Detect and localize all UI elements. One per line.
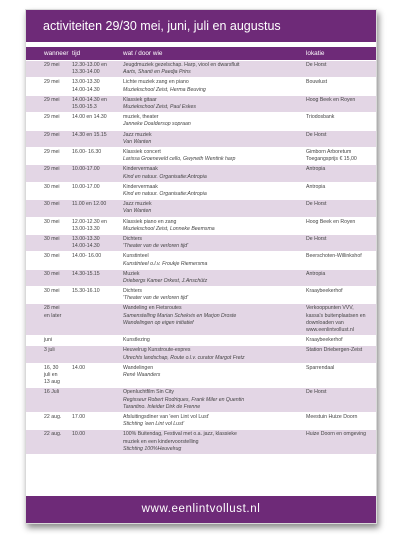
location-cell-line: Station Driebergen-Zeist bbox=[306, 347, 363, 354]
activity-cell bbox=[123, 219, 301, 233]
location-cell bbox=[306, 62, 374, 69]
location-cell bbox=[306, 271, 374, 278]
time-cell bbox=[72, 288, 120, 295]
time-cell bbox=[72, 97, 120, 111]
activity-cell bbox=[123, 236, 301, 250]
activity-cell bbox=[123, 288, 301, 302]
date-cell-line: 30 mei bbox=[44, 201, 60, 208]
date-cell bbox=[44, 184, 70, 191]
header-time: tijd bbox=[72, 50, 81, 57]
table-row bbox=[26, 345, 376, 362]
time-cell-line: 14.30 en 15.15 bbox=[72, 131, 107, 138]
table-row bbox=[26, 95, 376, 112]
location-cell-line: Toegangsprijs € 15,00 bbox=[306, 156, 357, 163]
date-cell bbox=[44, 149, 70, 156]
location-cell bbox=[306, 219, 374, 226]
time-cell bbox=[72, 253, 120, 260]
table-row bbox=[26, 286, 376, 303]
time-cell bbox=[72, 201, 120, 208]
activity-cell-line: Jazz muziek bbox=[123, 201, 152, 208]
location-cell bbox=[306, 389, 374, 396]
date-cell bbox=[44, 132, 70, 139]
table-row bbox=[26, 130, 376, 147]
activity-cell-line: Kind en natuur. Organisatie:Antropia bbox=[123, 173, 207, 180]
location-cell-line: De Horst bbox=[306, 62, 327, 68]
location-cell bbox=[306, 79, 374, 86]
activity-cell-line: Klassiek concert bbox=[123, 148, 161, 155]
time-cell bbox=[72, 365, 120, 372]
location-cell bbox=[306, 97, 374, 104]
date-cell-line: 30 mei bbox=[44, 253, 60, 260]
location-cell bbox=[306, 347, 374, 354]
date-cell-line: 30 mei bbox=[44, 183, 60, 190]
time-cell bbox=[72, 79, 120, 93]
activity-cell bbox=[123, 166, 301, 180]
header-what: wat / door wie bbox=[123, 50, 163, 57]
time-cell-line: 14.00 bbox=[72, 364, 85, 371]
date-cell-line: 28 mei bbox=[44, 305, 60, 312]
time-cell bbox=[72, 414, 120, 421]
location-cell-line: Meestuin Huize Doorn bbox=[306, 414, 358, 421]
date-cell-line: 29 mei bbox=[44, 62, 60, 68]
location-cell-line: Kraaybeekerhof bbox=[306, 337, 343, 344]
activity-cell bbox=[123, 271, 301, 285]
time-cell-line: 13.00-13.30 bbox=[72, 225, 100, 232]
header-location: lokatie bbox=[306, 50, 325, 57]
activity-cell bbox=[123, 365, 301, 379]
location-cell-line: Kraaybeekerhof bbox=[306, 288, 343, 295]
time-cell-line: 10.00-17.00 bbox=[72, 183, 100, 190]
activity-cell-line: Kind en natuur. Organisatie:Antropia bbox=[123, 190, 207, 197]
time-cell-line: 13.00-13.30 bbox=[72, 235, 100, 242]
time-cell bbox=[72, 184, 120, 191]
activity-cell-line: Wandelingen bbox=[123, 364, 154, 371]
time-cell-line: 11.00 en 12.00 bbox=[72, 201, 107, 208]
activity-cell-line: René Waanders bbox=[123, 372, 161, 379]
activity-cell-line: muziek en een kindervoorstelling bbox=[123, 438, 199, 445]
location-cell-line: Triodosbank bbox=[306, 114, 335, 121]
location-cell-line: Antropia bbox=[306, 183, 326, 190]
time-cell bbox=[72, 114, 120, 121]
time-cell-line: 14.00-14.30 bbox=[72, 86, 100, 93]
date-cell bbox=[44, 253, 70, 260]
date-cell-line: 30 mei bbox=[44, 235, 60, 242]
activity-cell-line: Van Wanten bbox=[123, 138, 152, 145]
table-row bbox=[26, 147, 376, 164]
time-cell-line: 13.30-14.00 bbox=[72, 69, 100, 76]
activity-cell-line: Muziek bbox=[123, 270, 140, 277]
location-cell bbox=[306, 414, 374, 421]
date-cell-line: 29 mei bbox=[44, 114, 60, 121]
activity-cell-line: Kunstinteel bbox=[123, 253, 149, 260]
table-row bbox=[26, 429, 376, 454]
page-title: activiteiten 29/30 mei, juni, juli en augustus bbox=[26, 10, 376, 42]
date-cell-line: 30 mei bbox=[44, 270, 60, 277]
location-cell-line: Gimborn Arboretum bbox=[306, 148, 352, 155]
time-cell-line: 17.00 bbox=[72, 414, 85, 421]
location-cell-line: De Horst bbox=[306, 389, 327, 396]
date-cell bbox=[44, 431, 70, 438]
activity-cell-line: Van Wanten bbox=[123, 208, 152, 215]
time-cell bbox=[72, 271, 120, 278]
activity-table bbox=[26, 60, 376, 454]
time-cell-line: 12.30-13.00 en bbox=[72, 62, 107, 68]
activity-cell bbox=[123, 62, 301, 76]
activity-cell-line: Aarts, Shanti en Paedja Prins bbox=[123, 69, 191, 76]
location-cell-line: Hoog Beek en Royen bbox=[306, 218, 356, 225]
location-cell bbox=[306, 253, 374, 260]
location-cell bbox=[306, 337, 374, 344]
header-when: wanneer bbox=[44, 50, 69, 57]
time-cell bbox=[72, 132, 120, 139]
activity-cell-line: Lichte muziek zang en piano bbox=[123, 79, 189, 86]
date-cell-line: 29 mei bbox=[44, 79, 60, 86]
date-cell-line: 16, 30 bbox=[44, 364, 59, 371]
activity-cell bbox=[123, 347, 301, 361]
location-cell bbox=[306, 431, 374, 438]
date-cell-line: 29 mei bbox=[44, 96, 60, 103]
activity-cell-line: Klassiek piano en zang bbox=[123, 218, 177, 225]
location-cell bbox=[306, 166, 374, 173]
time-cell bbox=[72, 149, 120, 156]
table-row bbox=[26, 335, 376, 345]
table-row bbox=[26, 251, 376, 268]
activity-cell bbox=[123, 253, 301, 267]
activity-cell-line: Muziekschool Zeist, Herma Beuving bbox=[123, 86, 206, 93]
activity-cell-line: Larissa Groeneveld cello, Gwyneth Wentink harp bbox=[123, 156, 236, 163]
activity-cell bbox=[123, 414, 301, 428]
activity-cell bbox=[123, 305, 301, 327]
table-row bbox=[26, 77, 376, 94]
table-row bbox=[26, 164, 376, 181]
activity-cell-line: Utrechts landschap, Route o.l.v. curator Margot Fretz bbox=[123, 354, 245, 361]
date-cell-line: 29 mei bbox=[44, 131, 60, 138]
date-cell bbox=[44, 166, 70, 173]
table-row bbox=[26, 363, 376, 388]
table-row bbox=[26, 303, 376, 335]
date-cell bbox=[44, 219, 70, 226]
table-row bbox=[26, 182, 376, 199]
table-row bbox=[26, 234, 376, 251]
time-cell bbox=[72, 62, 120, 76]
date-cell bbox=[44, 79, 70, 86]
table-row bbox=[26, 269, 376, 286]
date-cell-line: 30 mei bbox=[44, 218, 60, 225]
website-footer[interactable]: www.eenlintvollust.nl bbox=[26, 496, 376, 523]
location-cell bbox=[306, 365, 374, 372]
activity-cell bbox=[123, 79, 301, 93]
time-cell bbox=[72, 219, 120, 233]
activity-cell-line: Klassiek gitaar bbox=[123, 96, 157, 103]
table-row bbox=[26, 412, 376, 429]
date-cell-line: 22 aug. bbox=[44, 431, 62, 438]
activity-cell-line: Regisseur Robert Rodriques, Frank Miler en Quentin bbox=[123, 396, 245, 403]
location-cell-line: Huize Doorn en omgeving bbox=[306, 431, 366, 438]
table-row bbox=[26, 112, 376, 129]
date-cell bbox=[44, 271, 70, 278]
date-cell-line: 13 aug bbox=[44, 379, 60, 386]
table-row bbox=[26, 217, 376, 234]
activity-cell-line: Openluchtfilm Sin City bbox=[123, 389, 175, 396]
activity-cell bbox=[123, 184, 301, 198]
activity-cell-line: Muziekschool Zeist, Lonneke Beemsma bbox=[123, 225, 215, 232]
location-cell bbox=[306, 288, 374, 295]
location-cell-line: kassa's buitenplaatsen en bbox=[306, 312, 366, 319]
date-cell bbox=[44, 414, 70, 421]
location-cell bbox=[306, 132, 374, 139]
time-cell bbox=[72, 166, 120, 173]
activity-cell-line: Muziekschool Zeist, Paul Eskes bbox=[123, 103, 196, 110]
activity-cell-line: Janneke Doaldersop sopraan bbox=[123, 121, 191, 128]
activity-cell bbox=[123, 132, 301, 146]
activity-cell bbox=[123, 201, 301, 215]
activity-cell-line: Wandeling en Fietsroutes bbox=[123, 305, 182, 312]
activity-cell-line: Kunstinteel o.l.v. Froukje Riemersma bbox=[123, 260, 208, 267]
time-cell-line: 14.00-14.30 en bbox=[72, 96, 107, 103]
location-cell bbox=[306, 114, 374, 121]
table-row bbox=[26, 60, 376, 77]
time-cell bbox=[72, 431, 120, 438]
location-cell-line: Antropia bbox=[306, 166, 326, 173]
time-cell-line: 14.00-14.30 bbox=[72, 243, 100, 250]
date-cell bbox=[44, 305, 70, 319]
location-cell bbox=[306, 184, 374, 191]
time-cell-line: 16.00- 16.30 bbox=[72, 148, 102, 155]
activity-cell bbox=[123, 389, 301, 411]
activity-cell-line: muziek, theater bbox=[123, 114, 159, 121]
date-cell-line: 29 mei bbox=[44, 166, 60, 173]
date-cell bbox=[44, 365, 70, 387]
time-cell-line: 13.00-13.30 bbox=[72, 79, 100, 86]
date-cell-line: 29 mei bbox=[44, 148, 60, 155]
activity-cell-line: Kindervermaak bbox=[123, 166, 158, 173]
table-row bbox=[26, 387, 376, 412]
program-card bbox=[25, 9, 377, 524]
date-cell bbox=[44, 62, 70, 69]
time-cell bbox=[72, 236, 120, 250]
location-cell-line: De Horst bbox=[306, 235, 327, 242]
date-cell bbox=[44, 288, 70, 295]
location-cell-line: downloaden van bbox=[306, 319, 344, 326]
location-cell-line: De Horst bbox=[306, 201, 327, 208]
activity-cell-line: Afsluitingsdiner van 'een Lint vol Lust' bbox=[123, 414, 210, 421]
activity-cell bbox=[123, 149, 301, 163]
time-cell-line: 14.00- 16.00 bbox=[72, 253, 102, 260]
location-cell bbox=[306, 305, 374, 334]
activity-cell-line: 'Theater van de verloren tijd' bbox=[123, 295, 189, 302]
activity-cell-line: 100% Buitendag, Festival met o.a. jazz, klassieke bbox=[123, 431, 237, 438]
date-cell bbox=[44, 389, 70, 396]
activity-cell bbox=[123, 97, 301, 111]
location-cell bbox=[306, 236, 374, 243]
location-cell-line: Beerschoten-Willinkshof bbox=[306, 253, 362, 260]
date-cell-line: en later bbox=[44, 312, 62, 319]
activity-cell-line: Stichting 'een Lint vol Lust' bbox=[123, 421, 185, 428]
time-cell-line: 10.00-17.00 bbox=[72, 166, 100, 173]
date-cell-line: 3 juli bbox=[44, 347, 55, 354]
date-cell bbox=[44, 337, 70, 344]
location-cell-line: Sparrendaal bbox=[306, 364, 335, 371]
date-cell bbox=[44, 347, 70, 354]
time-cell-line: 14.30-15.15 bbox=[72, 270, 100, 277]
activity-cell bbox=[123, 337, 301, 344]
activity-cell-line: Kindervermaak bbox=[123, 183, 158, 190]
date-cell bbox=[44, 97, 70, 104]
table-header bbox=[26, 47, 376, 60]
activity-cell-line: Wandelingen op eigen initiatief bbox=[123, 319, 194, 326]
time-cell-line: 10.00 bbox=[72, 431, 85, 438]
activity-cell-line: Jeugdmuziek gezelschap. Harp, viool en dwarsfluit bbox=[123, 62, 240, 68]
location-cell-line: www.eenlintvollust.nl bbox=[306, 327, 354, 334]
activity-cell-line: Jazz muziek bbox=[123, 131, 152, 138]
location-cell-line: Antropia bbox=[306, 270, 326, 277]
location-cell-line: Verkooppunten VVV, bbox=[306, 305, 354, 312]
date-cell-line: 30 mei bbox=[44, 288, 60, 295]
activity-cell-line: Stichting 100%Heuvelrug bbox=[123, 445, 182, 452]
table-row bbox=[26, 199, 376, 216]
date-cell bbox=[44, 201, 70, 208]
date-cell bbox=[44, 114, 70, 121]
location-cell bbox=[306, 201, 374, 208]
location-cell bbox=[306, 149, 374, 163]
date-cell-line: juni bbox=[44, 337, 53, 344]
time-cell-line: 15.30-16.10 bbox=[72, 288, 100, 295]
time-cell-line: 12.00-12.30 en bbox=[72, 218, 107, 225]
date-cell-line: 16 Juli bbox=[44, 389, 59, 396]
time-cell-line: 15.00-15.3 bbox=[72, 103, 97, 110]
activity-cell-line: Heuvelrug Kunstroute-expres bbox=[123, 347, 191, 354]
activity-cell-line: Dichters bbox=[123, 288, 143, 295]
location-cell-line: Bouwlust bbox=[306, 79, 328, 86]
date-cell bbox=[44, 236, 70, 243]
location-cell-line: Hoog Beek en Royen bbox=[306, 96, 356, 103]
activity-cell-line: Tarantino. Inleider Dirk de Frenne bbox=[123, 403, 201, 410]
date-cell-line: juli en bbox=[44, 372, 58, 379]
date-cell-line: 22 aug. bbox=[44, 414, 62, 421]
activity-cell-line: Kunstlezing bbox=[123, 337, 150, 344]
activity-cell-line: 'Theater van de verloren tijd' bbox=[123, 243, 189, 250]
activity-cell-line: Samenstelling Marian Schekvis en Marjon Droste bbox=[123, 312, 237, 319]
activity-cell bbox=[123, 431, 301, 453]
activity-cell-line: Dichters bbox=[123, 235, 143, 242]
activity-cell bbox=[123, 114, 301, 128]
time-cell-line: 14.00 en 14.30 bbox=[72, 114, 107, 121]
location-cell-line: De Horst bbox=[306, 131, 327, 138]
activity-cell-line: Driebergs Kamer Orkest, J.Anschütz bbox=[123, 277, 208, 284]
